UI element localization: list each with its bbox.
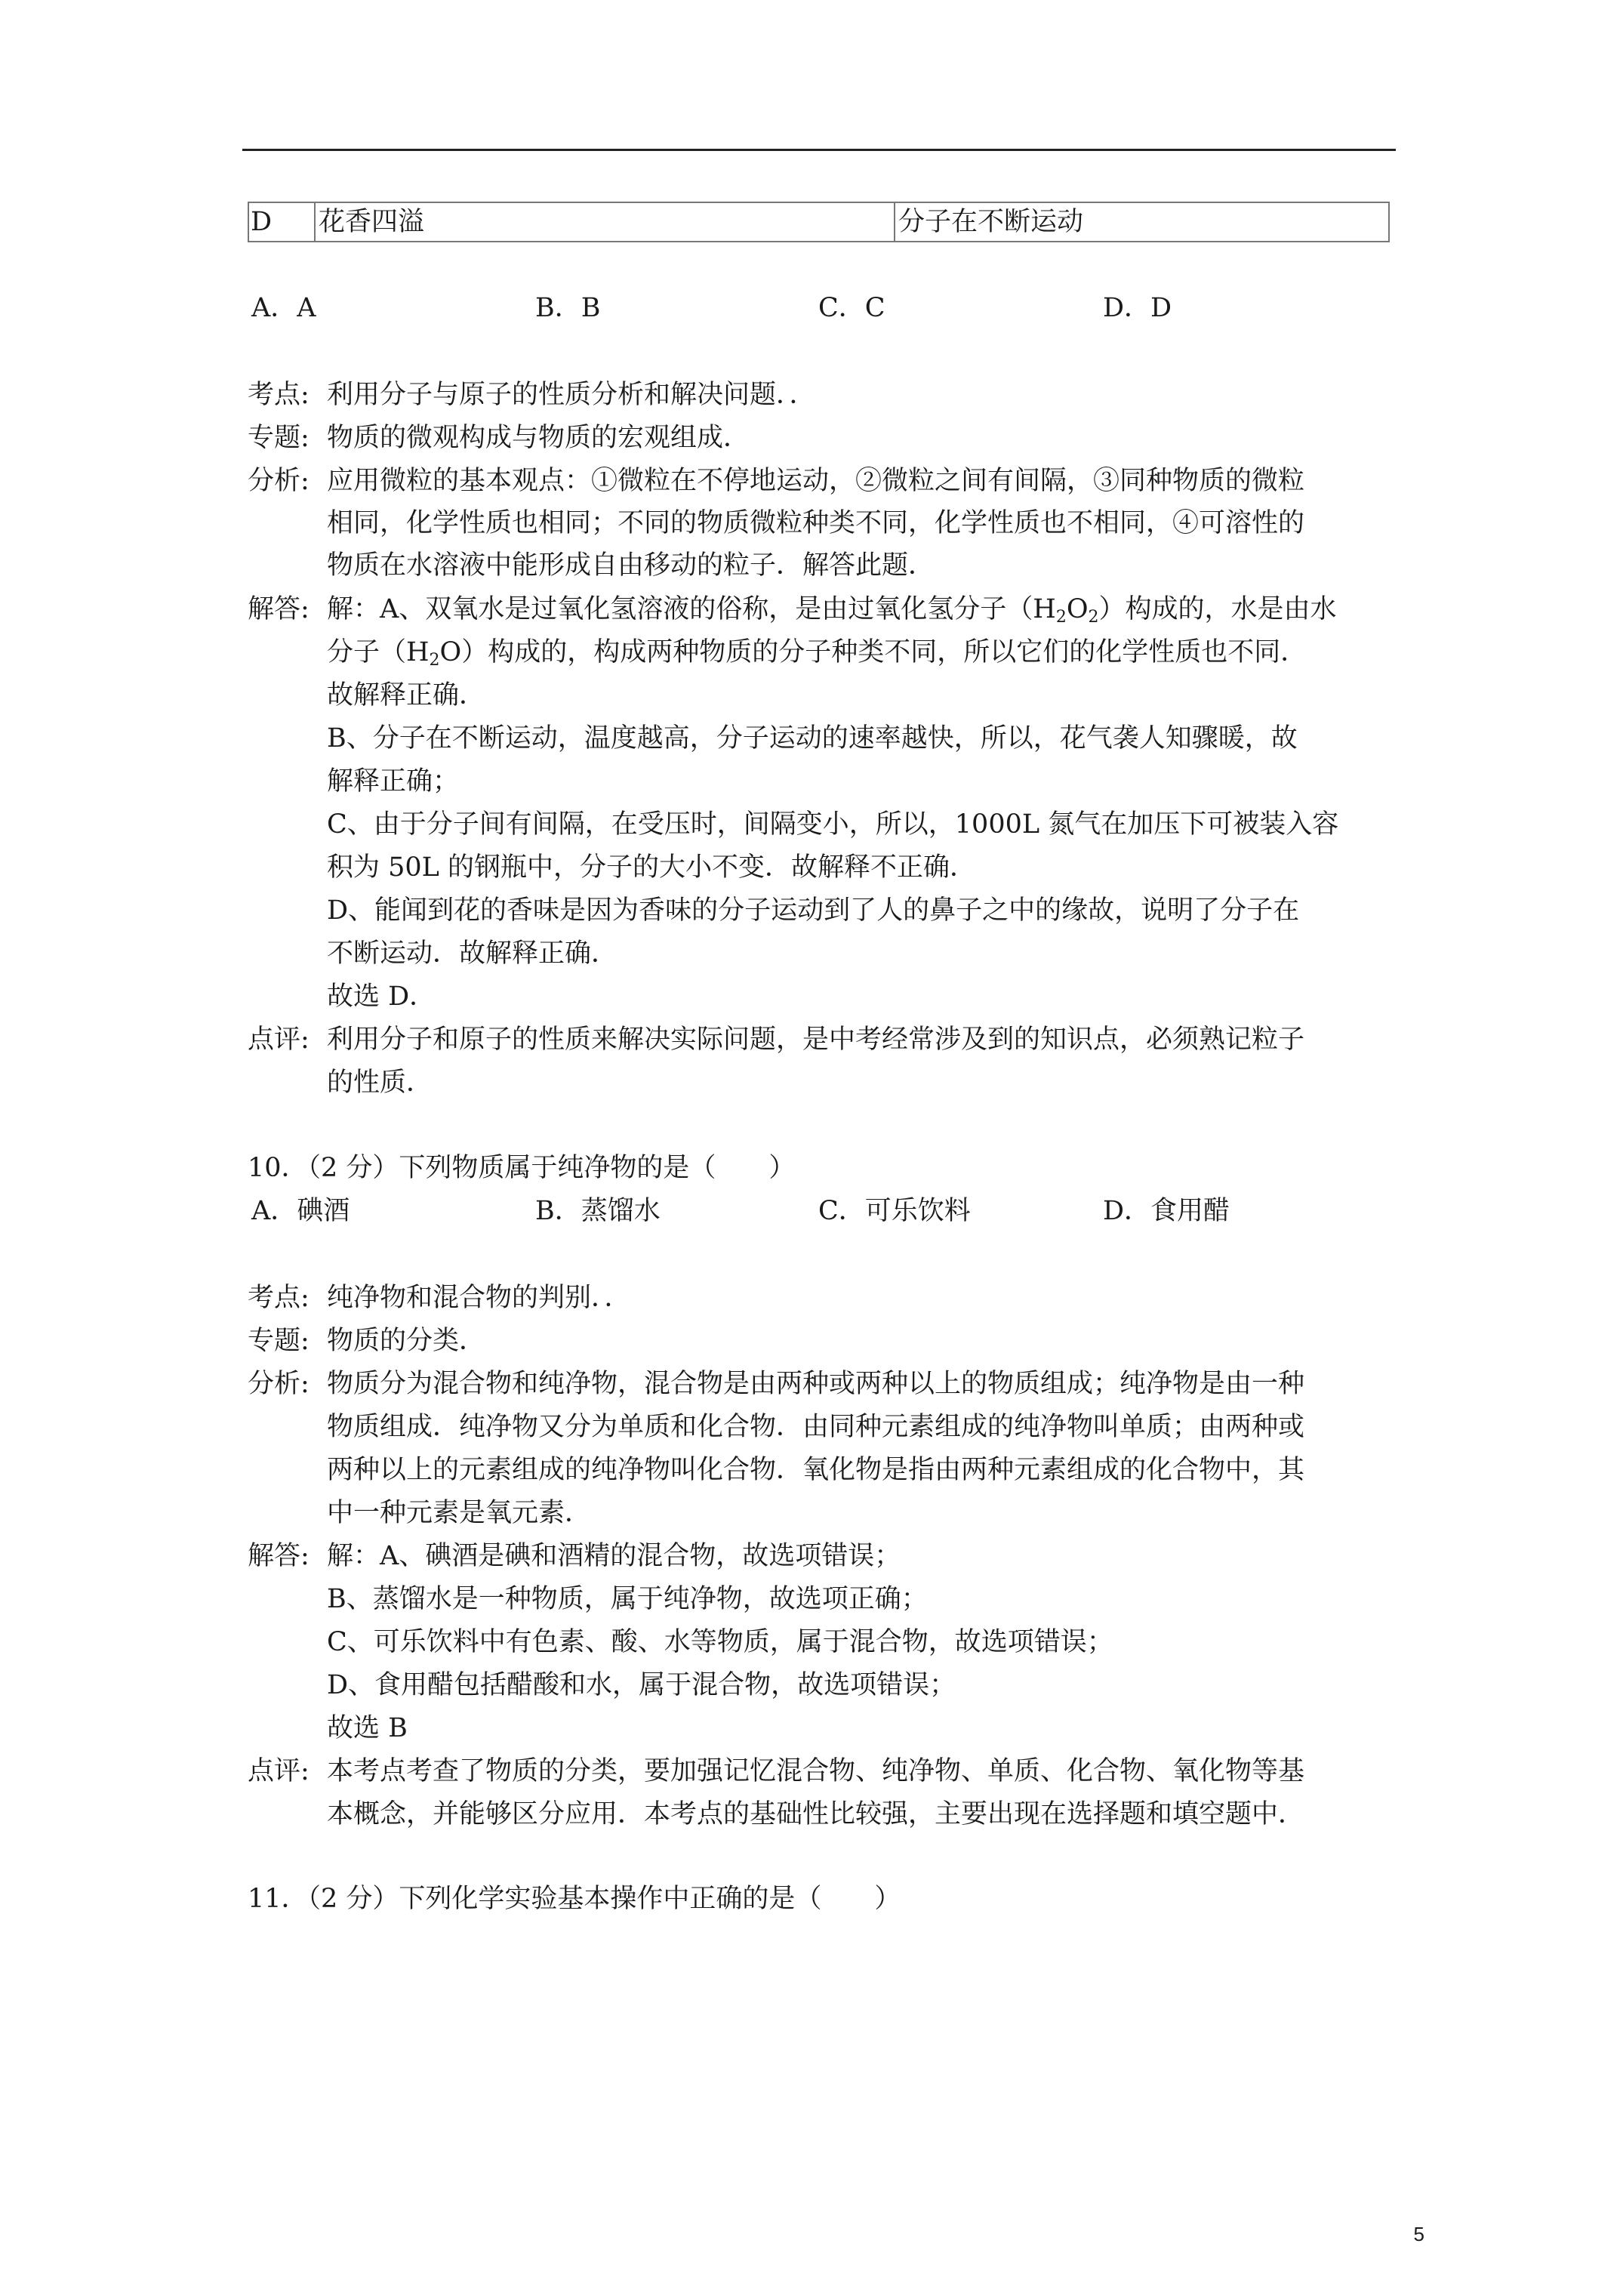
q9-option-b: B．B — [535, 293, 601, 323]
q10-fenxi-line: 物质分为混合物和纯净物，混合物是由两种或两种以上的物质组成；纯净物是由一种 — [327, 1369, 1305, 1399]
q10-option-a: A．碘酒 — [251, 1196, 350, 1226]
q10-jieda-line: 解：A、碘酒是碘和酒精的混合物，故选项错误； — [327, 1541, 901, 1571]
header-rule — [242, 149, 1396, 151]
q10-jieda-line: B、蒸馏水是一种物质，属于纯净物，故选项正确； — [327, 1584, 928, 1614]
q9-option-a: A．A — [251, 293, 316, 323]
q10-dianping-label: 点评: — [248, 1756, 310, 1786]
q10-zhuanti-label: 专题: — [248, 1326, 310, 1356]
q10-fenxi-label: 分析: — [248, 1369, 310, 1399]
q9-kaodian-label: 考点: — [248, 380, 310, 410]
q10-jieda-line: 故选 B — [327, 1713, 408, 1743]
q9-jieda-line: 不断运动．故解释正确． — [327, 938, 618, 969]
q9-fenxi-line: 物质在水溶液中能形成自由移动的粒子．解答此题． — [327, 550, 935, 581]
q10-kaodian: 纯净物和混合物的判别．． — [327, 1283, 631, 1313]
q9-jieda-label: 解答: — [248, 594, 310, 624]
q9-fenxi-line: 相同，化学性质也相同；不同的物质微粒种类不同，化学性质也不相同，④可溶性的 — [327, 508, 1305, 538]
q9-jieda-line: 积为 50L 的钢瓶中，分子的大小不变．故解释不正确． — [327, 852, 977, 883]
q9-dianping-label: 点评: — [248, 1025, 310, 1055]
q9-option-d: D．D — [1103, 293, 1172, 323]
q9-jieda-line: 故解释正确． — [327, 680, 486, 710]
q9-jieda-line: 故选 D． — [327, 982, 436, 1012]
q10-fenxi-line: 物质组成．纯净物又分为单质和化合物．由同种元素组成的纯净物叫单质；由两种或 — [327, 1412, 1305, 1442]
q10-zhuanti: 物质的分类． — [327, 1326, 486, 1356]
q9-jieda-line: C、由于分子间有间隔，在受压时，间隔变小，所以，1000L 氮气在加压下可被装入容 — [327, 809, 1339, 840]
q9-jieda-line: B、分子在不断运动，温度越高，分子运动的速率越快，所以，花气袭人知骤暖，故 — [327, 723, 1298, 754]
q10-option-c: C．可乐饮料 — [818, 1196, 971, 1226]
q11-question: 11．（2 分）下列化学实验基本操作中正确的是（ ） — [248, 1884, 901, 1914]
q10-jieda-label: 解答: — [248, 1541, 310, 1571]
table-cell-letter: D — [251, 207, 273, 237]
table-divider — [314, 203, 316, 241]
q9-fenxi-label: 分析: — [248, 466, 310, 496]
q9-fenxi-line: 应用微粒的基本观点：①微粒在不停地运动，②微粒之间有间隔，③同种物质的微粒 — [327, 466, 1305, 496]
page-number: 5 — [1413, 2223, 1424, 2245]
q10-jieda-line: C、可乐饮料中有色素、酸、水等物质，属于混合物，故选项错误； — [327, 1627, 1113, 1657]
q9-jieda-line-formula: 解：A、双氧水是过氧化氢溶液的俗称，是由过氧化氢分子$(H_2O_2)$构成的，水是由水 — [327, 594, 1337, 627]
q10-dianping-line: 本概念，并能够区分应用．本考点的基础性比较强，主要出现在选择题和填空题中． — [327, 1799, 1305, 1829]
q10-option-d: D．食用醋 — [1103, 1196, 1230, 1226]
q9-jieda-line-formula: 分子$(H_2O)$构成的，构成两种物质的分子种类不同，所以它们的化学性质也不同． — [327, 637, 1307, 670]
q10-fenxi-line: 中一种元素是氧元素． — [327, 1498, 592, 1528]
q9-option-c: C．C — [818, 293, 885, 323]
table-cell-explanation: 分子在不断运动 — [898, 207, 1084, 237]
q9-dianping-line: 的性质． — [327, 1068, 433, 1098]
q10-dianping-line: 本考点考查了物质的分类，要加强记忆混合物、纯净物、单质、化合物、氧化物等基 — [327, 1756, 1305, 1786]
q9-jieda-line: 解释正确； — [327, 766, 460, 797]
table-divider — [894, 203, 895, 241]
q10-question: 10．（2 分）下列物质属于纯净物的是（ ） — [248, 1153, 796, 1183]
q10-fenxi-line: 两种以上的元素组成的纯净物叫化合物．氧化物是指由两种元素组成的化合物中，其 — [327, 1455, 1305, 1485]
q10-jieda-line: D、食用醋包括醋酸和水，属于混合物，故选项错误； — [327, 1670, 956, 1700]
q10-kaodian-label: 考点: — [248, 1283, 310, 1313]
q9-kaodian: 利用分子与原子的性质分析和解决问题．． — [327, 380, 816, 410]
answer-table-row — [248, 202, 1390, 242]
table-cell-phenomenon: 花香四溢 — [319, 207, 425, 237]
q9-zhuanti: 物质的微观构成与物质的宏观组成． — [327, 423, 750, 453]
q9-jieda-line: D、能闻到花的香味是因为香味的分子运动到了人的鼻子之中的缘故，说明了分子在 — [327, 895, 1300, 926]
q9-zhuanti-label: 专题: — [248, 423, 310, 453]
q9-dianping-line: 利用分子和原子的性质来解决实际问题，是中考经常涉及到的知识点，必须熟记粒子 — [327, 1025, 1305, 1055]
q10-option-b: B．蒸馏水 — [535, 1196, 661, 1226]
